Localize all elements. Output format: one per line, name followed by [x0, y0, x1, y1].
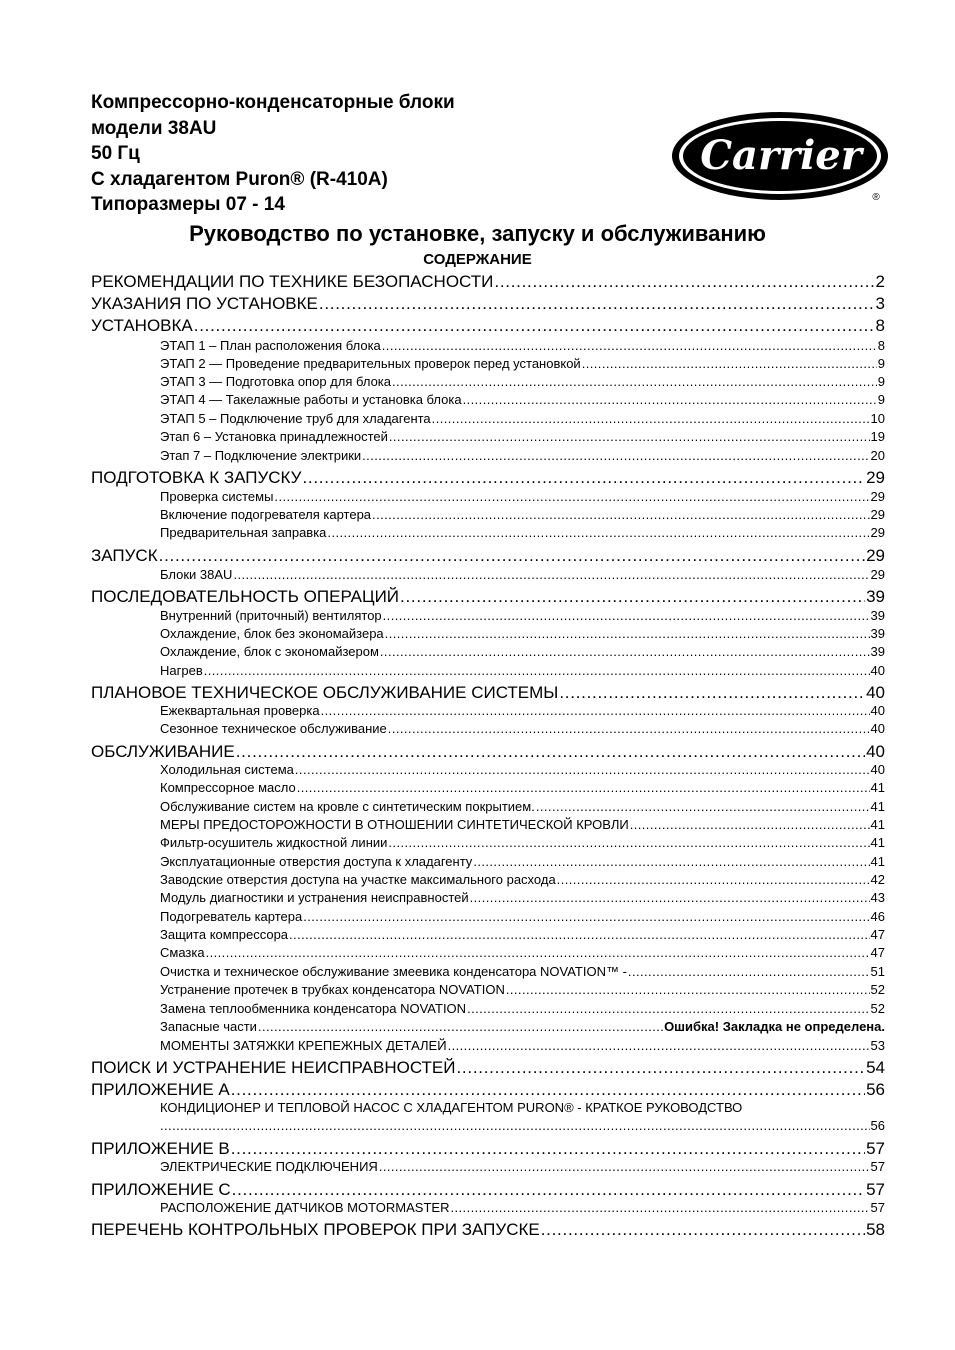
toc-page-number: 19 [870, 429, 885, 444]
toc-leader-dots [274, 489, 869, 504]
toc-entry[interactable] [160, 1118, 885, 1133]
toc-leader-dots [557, 872, 870, 887]
toc-entry-title: ЭТАП 4 — Такелажные работы и установка блока [160, 392, 462, 407]
toc-entry[interactable] [160, 626, 885, 641]
toc-entry[interactable] [160, 982, 885, 997]
toc-leader-dots [494, 272, 874, 292]
toc-leader-dots [204, 663, 870, 678]
toc-leader-dots [372, 507, 869, 522]
toc-leader-dots [327, 525, 869, 540]
toc-entry[interactable] [160, 721, 885, 736]
toc-leader-dots [582, 356, 877, 371]
toc-leader-dots [302, 468, 865, 488]
toc-leader-dots [389, 429, 870, 444]
toc-leader-dots [630, 817, 870, 832]
toc-page-number: 29 [870, 525, 885, 540]
toc-page-number: 41 [870, 780, 885, 795]
toc-entry[interactable] [160, 507, 885, 522]
toc-entry[interactable] [91, 742, 885, 762]
toc-leader-dots [628, 964, 870, 979]
toc-page-number: 39 [870, 626, 885, 641]
toc-page-number: 53 [870, 1038, 885, 1053]
toc-entry-title: ЭТАП 5 – Подключение труб для хладагента [160, 411, 431, 426]
toc-page-number: 41 [870, 799, 885, 814]
toc-leader-dots [536, 799, 870, 814]
toc-page-number: 46 [870, 909, 885, 924]
toc-page-number: 39 [870, 644, 885, 659]
toc-heading: СОДЕРЖАНИЕ [423, 251, 532, 268]
toc-page-number: 40 [870, 721, 885, 736]
toc-entry[interactable] [91, 468, 885, 488]
toc-entry[interactable] [91, 546, 885, 566]
toc-entry-title: УСТАНОВКА [91, 316, 193, 335]
toc-entry[interactable] [160, 1159, 885, 1174]
registered-mark: ® [872, 192, 880, 203]
toc-page-number: 58 [866, 1220, 885, 1239]
toc-page-number: 41 [870, 817, 885, 832]
toc-entry-title: ПРИЛОЖЕНИЕ B [91, 1139, 230, 1158]
toc-entry-title: ОБСЛУЖИВАНИЕ [91, 742, 235, 761]
toc-page-number: 39 [870, 608, 885, 623]
toc-page-number: 9 [877, 392, 885, 407]
toc-entry-title: Сезонное техническое обслуживание [160, 721, 387, 736]
toc-leader-dots [400, 587, 865, 607]
toc-page-number: 41 [870, 854, 885, 869]
toc-entry-title: ЭТАП 1 – План расположения блока [160, 338, 381, 353]
toc-page-number: 29 [870, 489, 885, 504]
toc-entry[interactable] [91, 683, 885, 703]
toc-page-number: 57 [870, 1159, 885, 1174]
toc-entry-title: ЭТАП 3 — Подготовка опор для блока [160, 374, 392, 389]
toc-leader-dots [385, 626, 870, 641]
toc-page-number: 40 [870, 703, 885, 718]
toc-page-number: 47 [870, 927, 885, 942]
toc-entry[interactable] [160, 489, 885, 504]
toc-leader-dots [236, 742, 865, 762]
toc-page-number: 2 [875, 272, 885, 291]
toc-page-number: 41 [870, 835, 885, 850]
toc-entry-title: РАСПОЛОЖЕНИЕ ДАТЧИКОВ MOTORMASTER [160, 1200, 450, 1215]
toc-entry-title: Запасные части [160, 1019, 257, 1034]
toc-leader-dots [289, 927, 870, 942]
toc-leader-dots [303, 909, 869, 924]
toc-entry-title: Фильтр-осушитель жидкостной линии [160, 835, 388, 850]
toc-entry-title: Защита компрессора [160, 927, 289, 942]
toc-page-number: 42 [870, 872, 885, 887]
toc-leader-dots [379, 1159, 870, 1174]
toc-entry[interactable] [91, 1058, 885, 1078]
toc-page-number: 40 [870, 663, 885, 678]
toc-page-number: 8 [875, 316, 885, 335]
toc-page-number: 57 [870, 1200, 885, 1215]
toc-entry-title: Блоки 38AU [160, 567, 233, 582]
toc-entry[interactable] [160, 780, 885, 795]
toc-entry[interactable] [160, 374, 885, 389]
toc-entry[interactable] [160, 890, 885, 905]
toc-entry-title: Ежеквартальная проверка [160, 703, 320, 718]
toc-page-number: 29 [870, 507, 885, 522]
toc-leader-dots [362, 448, 869, 463]
header-line: 50 Гц [91, 143, 140, 164]
header-line: С хладагентом Puron® (R-410A) [91, 168, 388, 190]
toc-entry[interactable] [160, 663, 885, 678]
toc-leader-dots [448, 1038, 870, 1053]
toc-leader-dots [456, 1058, 865, 1078]
toc-entry-title: УКАЗАНИЯ ПО УСТАНОВКЕ [91, 294, 318, 313]
toc-entry-title: Холодильная система [160, 762, 294, 777]
toc-leader-dots [159, 546, 865, 566]
toc-leader-dots [559, 683, 865, 703]
toc-page-number: 52 [870, 982, 885, 997]
toc-leader-dots [295, 762, 870, 777]
toc-entry[interactable] [160, 762, 885, 777]
toc-entry-title: Этап 6 – Установка принадлежностей [160, 429, 388, 444]
toc-entry-title: Предварительная заправка [160, 525, 327, 540]
toc-page-number: 54 [866, 1058, 885, 1077]
toc-leader-dots [463, 392, 877, 407]
toc-entry[interactable] [160, 356, 885, 371]
toc-entry-title: Охлаждение, блок без экономайзера [160, 626, 384, 641]
toc-entry[interactable] [160, 909, 885, 924]
toc-page-number: 29 [866, 546, 885, 565]
toc-entry[interactable] [160, 1200, 885, 1215]
toc-page-number: 29 [866, 468, 885, 487]
toc-entry[interactable] [160, 567, 885, 582]
toc-page-number: 29 [870, 567, 885, 582]
toc-entry[interactable] [91, 316, 885, 336]
toc-entry-title: Подогреватель картера [160, 909, 303, 924]
toc-leader-dots [319, 294, 875, 314]
toc-leader-dots [297, 780, 870, 795]
toc-entry[interactable] [160, 448, 885, 463]
header-line: Типоразмеры 07 - 14 [91, 194, 285, 215]
header-line: модели 38AU [91, 117, 217, 139]
toc-page-number: 20 [870, 448, 885, 463]
toc-entry-title: ЗАПУСК [91, 546, 158, 565]
toc-page-number: 40 [870, 762, 885, 777]
toc-leader-dots [541, 1220, 865, 1240]
toc-entry-title: Нагрев [160, 663, 203, 678]
toc-entry[interactable] [160, 411, 885, 426]
toc-entry-title: Модуль диагностики и устранения неисправностей [160, 890, 469, 905]
toc-entry-title: Включение подогревателя картера [160, 507, 372, 522]
toc-leader-dots [383, 608, 870, 623]
toc-leader-dots [231, 1080, 865, 1100]
toc-page-number: 56 [866, 1080, 885, 1099]
toc-entry[interactable] [160, 945, 885, 960]
toc-entry[interactable] [91, 587, 885, 607]
toc-entry-title[interactable]: КОНДИЦИОНЕР И ТЕПЛОВОЙ НАСОС С ХЛАДАГЕНТОМ PURON® - КРАТКОЕ РУКОВОДСТВО [160, 1100, 743, 1115]
toc-entry-title: Внутренний (приточный) вентилятор [160, 608, 382, 623]
toc-entry[interactable] [160, 525, 885, 540]
toc-entry-title: Охлаждение, блок с экономайзером [160, 644, 379, 659]
toc-entry[interactable] [160, 1001, 885, 1016]
toc-entry-title: РЕКОМЕНДАЦИИ ПО ТЕХНИКЕ БЕЗОПАСНОСТИ [91, 272, 494, 291]
toc-entry-title: Замена теплообменника конденсатора NOVATION [160, 1001, 467, 1016]
toc-entry[interactable] [91, 1139, 885, 1159]
toc-entry-title: ПОСЛЕДОВАТЕЛЬНОСТЬ ОПЕРАЦИЙ [91, 587, 400, 606]
toc-leader-dots [473, 854, 869, 869]
toc-leader-dots [231, 1139, 865, 1159]
toc-entry[interactable] [160, 799, 885, 814]
toc-entry[interactable] [160, 817, 885, 832]
toc-entry-title: Очистка и техническое обслуживание змеевика конденсатора NOVATION™ - [160, 964, 627, 979]
toc-page-number: 40 [866, 683, 885, 702]
toc-leader-dots [232, 1180, 865, 1200]
toc-leader-dots [382, 338, 877, 353]
toc-page-number: 3 [875, 294, 885, 313]
toc-leader-dots [388, 835, 869, 850]
toc-page-number: 56 [870, 1118, 885, 1133]
toc-leader-dots [506, 982, 870, 997]
toc-entry[interactable] [160, 964, 885, 979]
toc-entry-title: ПЕРЕЧЕНЬ КОНТРОЛЬНЫХ ПРОВЕРОК ПРИ ЗАПУСКЕ [91, 1220, 540, 1239]
toc-entry-title: Устранение протечек в трубках конденсатора NOVATION [160, 982, 505, 997]
toc-entry-title: Этап 7 – Подключение электрики [160, 448, 362, 463]
toc-entry-title: ПРИЛОЖЕНИЕ C [91, 1180, 231, 1199]
toc-leader-dots [233, 567, 869, 582]
document-title: Руководство по установке, запуску и обслуживанию [189, 221, 766, 246]
toc-entry-title: ПРИЛОЖЕНИЕ А [91, 1080, 230, 1099]
toc-entry-title: ЭЛЕКТРИЧЕСКИЕ ПОДКЛЮЧЕНИЯ [160, 1159, 378, 1174]
toc-page-number: 39 [866, 587, 885, 606]
toc-page-number: 8 [877, 338, 885, 353]
toc-page-number: 9 [877, 356, 885, 371]
toc-page-number: 57 [866, 1180, 885, 1199]
toc-page-number: 51 [870, 964, 885, 979]
toc-entry-title: Эксплуатационные отверстия доступа к хладагенту [160, 854, 473, 869]
toc-entry[interactable] [160, 644, 885, 659]
toc-leader-dots [321, 703, 870, 718]
toc-entry[interactable] [160, 703, 885, 718]
toc-entry-title: ПОДГОТОВКА К ЗАПУСКУ [91, 468, 302, 487]
toc-leader-dots [450, 1200, 869, 1215]
toc-entry-title: Заводские отверстия доступа на участке максимального расхода [160, 872, 556, 887]
toc-leader-dots [160, 1118, 870, 1133]
toc-entry[interactable] [160, 835, 885, 850]
toc-entry[interactable] [160, 1038, 885, 1053]
toc-entry[interactable] [91, 272, 885, 292]
toc-leader-dots [194, 316, 875, 336]
toc-page-number: 40 [866, 742, 885, 761]
toc-entry[interactable] [160, 854, 885, 869]
toc-page-number: 47 [870, 945, 885, 960]
toc-entry-title: ПОИСК И УСТРАНЕНИЕ НЕИСПРАВНОСТЕЙ [91, 1058, 456, 1077]
toc-leader-dots [467, 1001, 869, 1016]
toc-page-number: 9 [877, 374, 885, 389]
toc-entry[interactable] [160, 392, 885, 407]
toc-page-number: 43 [870, 890, 885, 905]
toc-page-number: Ошибка! Закладка не определена. [664, 1019, 885, 1034]
toc-entry-title: Компрессорное масло [160, 780, 296, 795]
toc-entry[interactable] [160, 608, 885, 623]
toc-entry[interactable] [91, 294, 885, 314]
toc-leader-dots [470, 890, 870, 905]
toc-entry-title: Проверка системы [160, 489, 274, 504]
toc-page-number: 10 [870, 411, 885, 426]
toc-page-number: 52 [870, 1001, 885, 1016]
toc-entry[interactable] [160, 927, 885, 942]
toc-leader-dots [432, 411, 870, 426]
toc-leader-dots [258, 1019, 663, 1034]
logo-wordmark: Carrier [700, 132, 862, 179]
toc-entry[interactable] [160, 338, 885, 353]
toc-entry-title: ПЛАНОВОЕ ТЕХНИЧЕСКОЕ ОБСЛУЖИВАНИЕ СИСТЕМЫ [91, 683, 559, 702]
toc-entry[interactable] [160, 1019, 885, 1034]
toc-entry[interactable] [160, 872, 885, 887]
toc-entry-title: МЕРЫ ПРЕДОСТОРОЖНОСТИ В ОТНОШЕНИИ СИНТЕТИЧЕСКОЙ КРОВЛИ [160, 817, 629, 832]
toc-leader-dots [392, 374, 877, 389]
toc-leader-dots [206, 945, 870, 960]
toc-page-number: 57 [866, 1139, 885, 1158]
toc-entry-title: МОМЕНТЫ ЗАТЯЖКИ КРЕПЕЖНЫХ ДЕТАЛЕЙ [160, 1038, 447, 1053]
header-line: Компрессорно-конденсаторные блоки [91, 92, 455, 113]
toc-entry-title: Смазка [160, 945, 205, 960]
toc-entry[interactable] [91, 1180, 885, 1200]
toc-entry[interactable] [160, 429, 885, 444]
toc-leader-dots [380, 644, 870, 659]
toc-leader-dots [388, 721, 870, 736]
toc-entry[interactable] [91, 1080, 885, 1100]
toc-entry-title: ЭТАП 2 — Проведение предварительных проверок перед установкой [160, 356, 581, 371]
toc-entry[interactable] [91, 1220, 885, 1240]
toc-entry-title: Обслуживание систем на кровле с синтетическим покрытием. [160, 799, 535, 814]
